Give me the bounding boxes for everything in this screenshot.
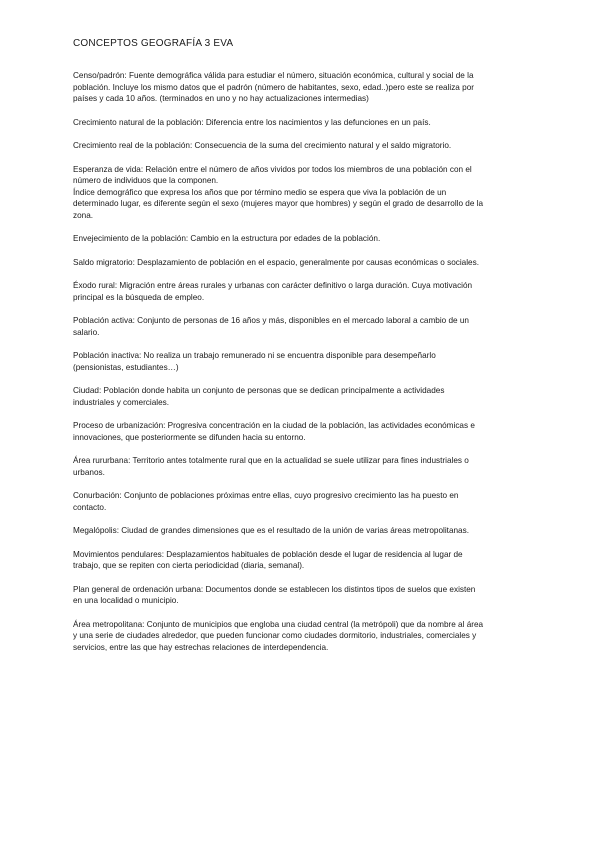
concept-line: Crecimiento real de la población: Consecuencia de la suma del crecimiento natural y el saldo migratorio. [73,141,452,150]
concept-entry [73,164,525,222]
concept-line: (pensionistas, estudiantes…) [73,362,179,372]
document-title: CONCEPTOS GEOGRAFÍA 3 EVA [73,38,234,49]
concept-line: Envejecimiento de la población: Cambio en la estructura por edades de la población. [73,234,381,243]
concept-line: Crecimiento natural de la población: Diferencia entre los nacimientos y las defunciones en un país. [73,117,431,127]
concept-line: Proceso de urbanización: Progresiva concentración en la ciudad de la población, las actividades económicas e [73,421,475,430]
concept-line: Población activa: Conjunto de personas de 16 años y más, disponibles en el mercado laboral a cambio de un [73,316,469,325]
concept-line: Movimientos pendulares: Desplazamientos habituales de población desde el lugar de residencia al lugar de [73,549,463,559]
concept-entry [73,140,525,152]
concept-entry [73,584,525,607]
concept-entry [73,233,525,245]
concept-line: Saldo migratorio: Desplazamiento de población en el espacio, generalmente por causas económicas o sociales. [73,257,479,267]
concept-line: industriales y comerciales. [73,397,170,407]
concept-line: Éxodo rural: Migración entre áreas rurales y urbanas con carácter definitivo o larga duración. Cuya motivación [73,281,473,290]
concept-line: países y cada 10 años. (terminados en uno y no hay actualizaciones intermedias) [73,94,369,103]
concept-entry [73,70,525,105]
concept-entry [73,420,525,443]
concept-line: urbanos. [73,467,105,477]
concept-line: servicios, entre las que hay estrechas relaciones de interdependencia. [73,642,329,652]
concept-line: población. Incluye los mismo datos que el padrón (número de habitantes, sexo, edad..)pero este se realiza por [73,82,474,92]
concept-line: determinado lugar, es diferente según el sexo (mujeres mayor que hombres) y según el grado de desarrollo de la [73,199,484,208]
concept-entry [73,525,525,537]
concept-line: Área rururbana: Territorio antes totalmente rural que en la actualidad se suele utilizar para fines industriales o [73,456,469,465]
document-body [73,70,525,665]
concept-line: Megalópolis: Ciudad de grandes dimensiones que es el resultado de la unión de varias áreas metropolitanas. [73,526,469,535]
concept-line: Índice demográfico que expresa los años que por término medio se espera que viva la población de un [73,187,447,197]
concept-line: contacto. [73,502,107,512]
concept-line: Área metropolitana: Conjunto de municipios que engloba una ciudad central (la metrópoli) que da nombre al área [73,619,484,629]
concept-entry [73,455,525,478]
concept-entry [73,315,525,338]
concept-line: en una localidad o municipio. [73,596,179,605]
concept-line: número de individuos que la componen. [73,176,219,185]
concept-line: Ciudad: Población donde habita un conjunto de personas que se dedican principalmente a actividades [73,386,445,395]
concept-entry [73,117,525,129]
concept-entry [73,280,525,303]
concept-line: Censo/padrón: Fuente demográfica válida para estudiar el número, situación económica, cultural y social de la [73,71,474,80]
concept-line: innovaciones, que posteriormente se difunden hacia su entorno. [73,432,306,442]
concept-line: salario. [73,327,100,337]
concept-entry [73,257,525,269]
concept-line: y una serie de ciudades alrededor, que pueden funcionar como ciudades dormitorio, industriales, comerciales y [73,631,477,640]
concept-line: Esperanza de vida: Relación entre el número de años vividos por todos los miembros de una población con el [73,164,472,174]
concept-entry [73,490,525,513]
concept-line: principal es la búsqueda de empleo. [73,292,205,302]
concept-line: zona. [73,210,94,220]
concept-line: Plan general de ordenación urbana: Documentos donde se establecen los distintos tipos de suelos que existen [73,584,476,594]
concept-entry [73,619,525,654]
concept-entry [73,549,525,572]
concept-line: Conurbación: Conjunto de poblaciones próximas entre ellas, cuyo progresivo crecimiento las ha puesto en [73,491,459,500]
concept-entry [73,350,525,373]
concept-line: trabajo, que se repiten con cierta periodicidad (diaria, semanal). [73,561,305,570]
concept-entry [73,385,525,408]
concept-line: Población inactiva: No realiza un trabajo remunerado ni se encuentra disponible para desempeñarlo [73,351,436,360]
